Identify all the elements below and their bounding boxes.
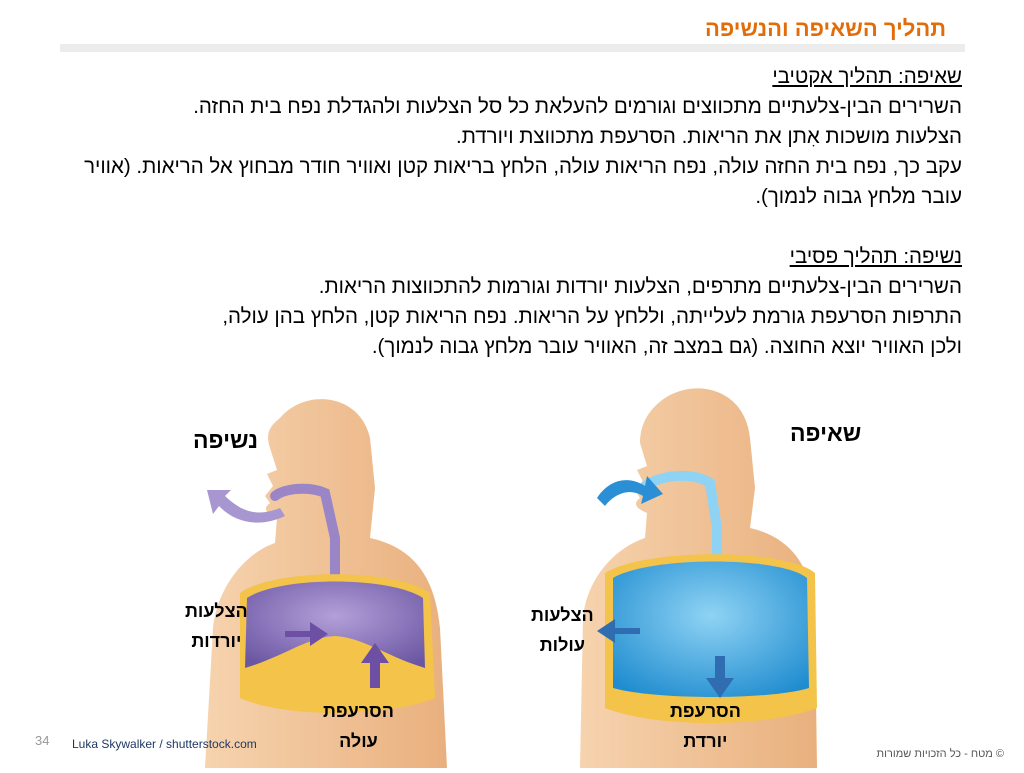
exhale-diaphragm-label: הסרעפת עולה [323, 701, 394, 751]
exhale-line-3: ולכן האוויר יוצא החוצה. (גם במצב זה, האוויר עובר מלחץ גבוה לנמוך). [371, 335, 962, 358]
exhale-title: נשיפה [193, 427, 258, 453]
slide-title: תהליך השאיפה והנשיפה [704, 16, 946, 41]
inhale-lungs [613, 562, 809, 698]
text-content [58, 62, 962, 362]
inhale-line-3: עקב כך, נפח בית החזה עולה, נפח הריאות עולה, הלחץ בריאות קטן ואוויר חודר מבחוץ אל הריאות. (אוויר עובר מלחץ גבוה לנמוך). [84, 155, 962, 208]
exhale-heading: נשיפה: תהליך פסיבי [789, 245, 962, 268]
paragraph-gap [58, 212, 962, 242]
inhale-title: שאיפה [790, 420, 862, 446]
image-credit: Luka Skywalker / shutterstock.com [72, 737, 257, 751]
inhale-ribs-label: הצלעות עולות [531, 605, 594, 655]
breathing-illustration [185, 378, 862, 768]
exhale-ribs-label: הצלעות יורדות [185, 601, 248, 651]
inhale-line-2: הצלעות מושכות אִתן את הריאות. הסרעפת מתכווצת ויורדת. [456, 125, 962, 148]
exhale-line-1: השרירים הבין-צלעתיים מתרפים, הצלעות יורדות וגורמות להתכווצות הריאות. [318, 275, 962, 298]
copyright-notice: © מטח - כל הזכויות שמורות [876, 748, 1004, 760]
exhale-line-2: התרפות הסרעפת גורמת לעלייתה, וללחץ על הריאות. נפח הריאות קטן, הלחץ בהן עולה, [222, 305, 962, 328]
title-underline-bar [60, 44, 965, 52]
page-number: 34 [35, 733, 50, 748]
inhale-diaphragm-label: הסרעפת יורדת [670, 701, 741, 751]
inhale-heading: שאיפה: תהליך אקטיבי [772, 65, 962, 88]
inhale-line-1: השרירים הבין-צלעתיים מתכווצים וגורמים להעלאת כל סל הצלעות ולהגדלת נפח בית החזה. [193, 95, 962, 118]
